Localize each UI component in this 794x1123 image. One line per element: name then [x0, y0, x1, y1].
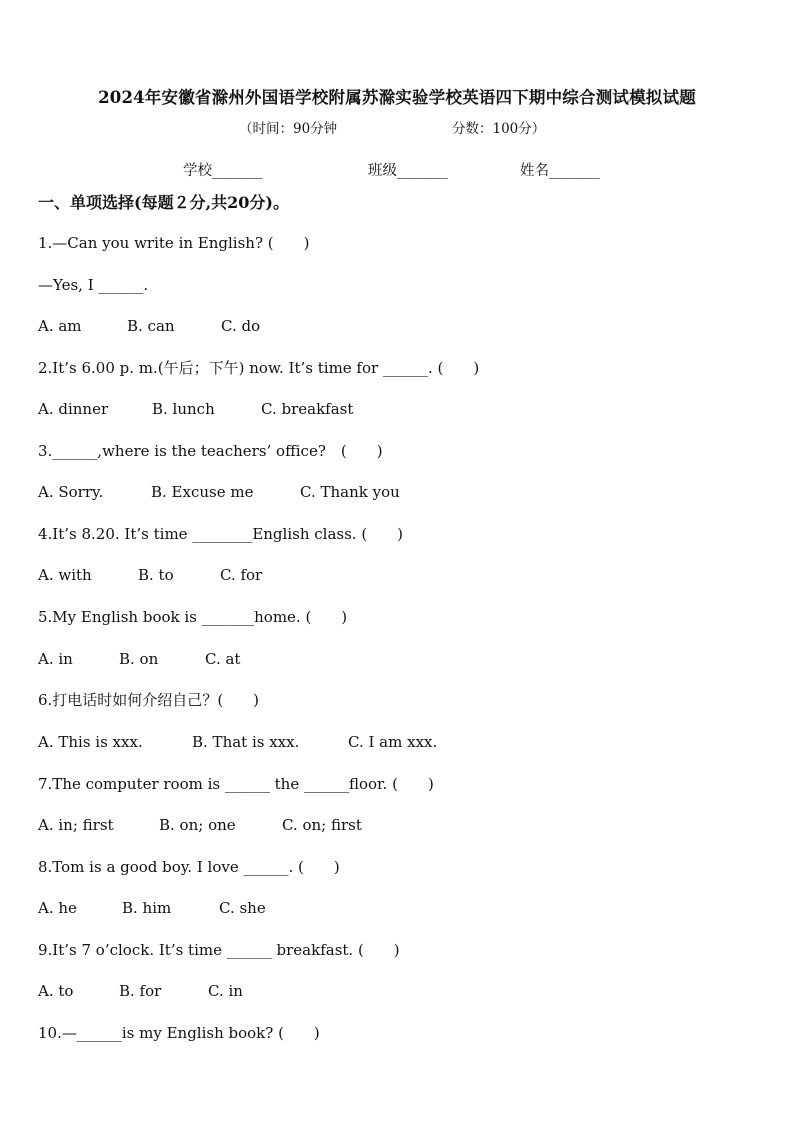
question-10-stem: 10.—______is my English book? ( ) [38, 1024, 320, 1042]
option-b: B. to [138, 566, 174, 584]
option-c: C. Thank you [300, 483, 400, 501]
option-b: B. can [127, 317, 175, 335]
option-c: C. for [220, 566, 263, 584]
option-a: A. to [38, 982, 74, 1000]
option-c: C. at [205, 650, 241, 668]
option-b: B. him [122, 899, 172, 917]
question-2-stem: 2.It’s 6.00 p. m.(午后；下午) now. It’s time for ______. ( ) [38, 359, 480, 377]
question-4-stem: 4.It’s 8.20. It’s time ________English class. ( ) [38, 525, 404, 543]
option-c: C. do [221, 317, 261, 335]
option-b: B. on [119, 650, 159, 668]
option-a: A. dinner [38, 400, 109, 418]
option-c: C. I am xxx. [348, 733, 438, 751]
name-field: 姓名_______ [520, 163, 600, 179]
exam-time: （时间：90分钟 [239, 121, 338, 137]
question-7-stem: 7.The computer room is ______ the ______floor. ( ) [38, 775, 434, 793]
option-a: A. he [38, 899, 77, 917]
class-field: 班级_______ [368, 163, 448, 179]
question-3-stem: 3.______,where is the teachers’ office? ( ) [38, 442, 383, 460]
question-1-stem: 1.—Can you write in English? ( ) [38, 234, 310, 252]
question-9-stem: 9.It’s 7 o’clock. It’s time ______ breakfast. ( ) [38, 941, 400, 959]
option-b: B. on; one [159, 816, 236, 834]
option-b: B. That is xxx. [192, 733, 300, 751]
option-b: B. Excuse me [151, 483, 254, 501]
option-c: C. breakfast [261, 400, 354, 418]
question-6-stem: 6.打电话时如何介绍自己？( ) [38, 691, 260, 709]
school-field: 学校_______ [183, 163, 263, 179]
option-a: A. with [38, 566, 92, 584]
exam-title: 2024年安徽省滁州外国语学校附属苏滁实验学校英语四下期中综合测试模拟试题 [98, 88, 696, 107]
option-c: C. she [219, 899, 266, 917]
option-a: A. This is xxx. [38, 733, 143, 751]
option-a: A. Sorry. [38, 483, 104, 501]
option-c: C. on; first [282, 816, 362, 834]
question-5-stem: 5.My English book is _______home. ( ) [38, 608, 348, 626]
option-c: C. in [208, 982, 243, 1000]
option-b: B. lunch [152, 400, 215, 418]
section-heading: 一、单项选择(每题２分,共20分)。 [38, 193, 289, 212]
option-a: A. in; first [38, 816, 114, 834]
option-a: A. in [38, 650, 73, 668]
question-1-answer-line: —Yes, I ______. [38, 276, 149, 294]
option-a: A. am [38, 317, 82, 335]
exam-score: 分数：100分） [452, 121, 546, 137]
option-b: B. for [119, 982, 162, 1000]
question-8-stem: 8.Tom is a good boy. I love ______. ( ) [38, 858, 340, 876]
